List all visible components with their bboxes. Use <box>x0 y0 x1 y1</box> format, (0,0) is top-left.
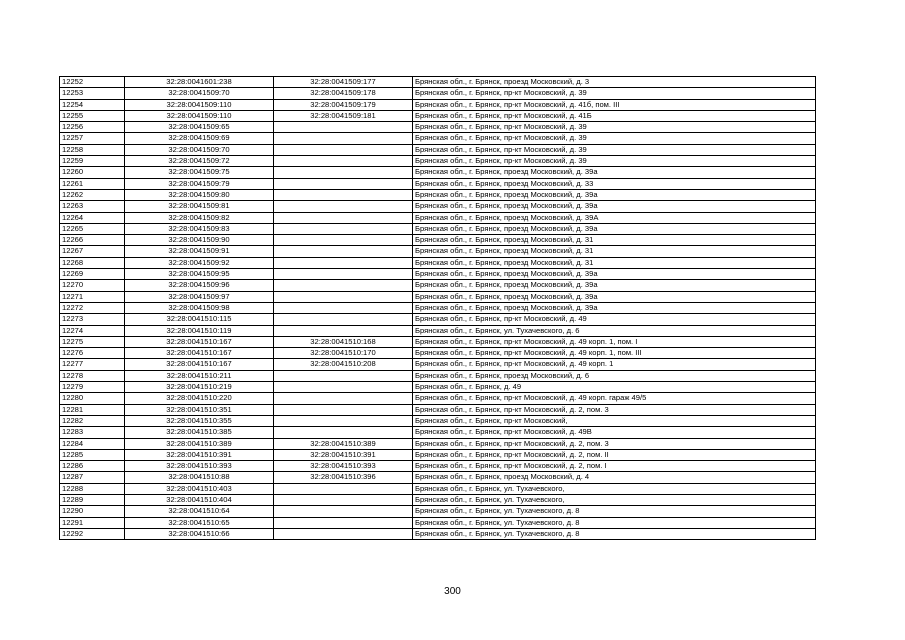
row-number-cell: 12261 <box>60 178 125 189</box>
cadastral-number-cell: 32:28:0041509:80 <box>125 189 274 200</box>
table-row <box>60 223 816 234</box>
related-cadastral-number-cell <box>274 483 413 494</box>
cadastral-number-cell: 32:28:0041509:96 <box>125 280 274 291</box>
address-cell: Брянская обл., г. Брянск, пр-кт Московский, д. 39 <box>413 133 816 144</box>
table-row <box>60 404 816 415</box>
related-cadastral-number-cell: 32:28:0041509:181 <box>274 110 413 121</box>
row-number-cell: 12254 <box>60 99 125 110</box>
address-cell: Брянская обл., г. Брянск, пр-кт Московский, д. 39 <box>413 122 816 133</box>
related-cadastral-number-cell <box>274 246 413 257</box>
cadastral-number-cell: 32:28:0041509:82 <box>125 212 274 223</box>
cadastral-number-cell: 32:28:0041510:355 <box>125 415 274 426</box>
related-cadastral-number-cell <box>274 517 413 528</box>
related-cadastral-number-cell <box>274 235 413 246</box>
row-number-cell: 12291 <box>60 517 125 528</box>
table-row <box>60 506 816 517</box>
cadastral-number-cell: 32:28:0041601:238 <box>125 77 274 88</box>
related-cadastral-number-cell: 32:28:0041510:168 <box>274 336 413 347</box>
cadastral-number-cell: 32:28:0041510:385 <box>125 427 274 438</box>
row-number-cell: 12276 <box>60 348 125 359</box>
row-number-cell: 12288 <box>60 483 125 494</box>
cadastral-number-cell: 32:28:0041510:389 <box>125 438 274 449</box>
cadastral-number-cell: 32:28:0041510:404 <box>125 494 274 505</box>
row-number-cell: 12267 <box>60 246 125 257</box>
row-number-cell: 12269 <box>60 269 125 280</box>
table-row <box>60 494 816 505</box>
table-row <box>60 415 816 426</box>
page-number: 300 <box>444 586 461 597</box>
address-cell: Брянская обл., г. Брянск, пр-кт Московский, <box>413 415 816 426</box>
row-number-cell: 12277 <box>60 359 125 370</box>
related-cadastral-number-cell <box>274 156 413 167</box>
address-cell: Брянская обл., г. Брянск, проезд Московский, д. 39А <box>413 212 816 223</box>
related-cadastral-number-cell <box>274 494 413 505</box>
cadastral-number-cell: 32:28:0041509:83 <box>125 223 274 234</box>
cadastral-number-cell: 32:28:0041509:90 <box>125 235 274 246</box>
related-cadastral-number-cell <box>274 212 413 223</box>
table-row <box>60 201 816 212</box>
row-number-cell: 12287 <box>60 472 125 483</box>
table-row <box>60 280 816 291</box>
address-cell: Брянская обл., г. Брянск, проезд Московский, д. 39а <box>413 167 816 178</box>
related-cadastral-number-cell <box>274 325 413 336</box>
cadastral-number-cell: 32:28:0041509:70 <box>125 88 274 99</box>
related-cadastral-number-cell: 32:28:0041510:208 <box>274 359 413 370</box>
address-cell: Брянская обл., г. Брянск, ул. Тухачевского, д. 8 <box>413 517 816 528</box>
related-cadastral-number-cell <box>274 269 413 280</box>
cadastral-number-cell: 32:28:0041510:211 <box>125 370 274 381</box>
cadastral-number-cell: 32:28:0041509:92 <box>125 257 274 268</box>
related-cadastral-number-cell <box>274 280 413 291</box>
table-row <box>60 314 816 325</box>
table-row <box>60 336 816 347</box>
related-cadastral-number-cell: 32:28:0041510:393 <box>274 461 413 472</box>
related-cadastral-number-cell <box>274 314 413 325</box>
cadastral-number-cell: 32:28:0041509:110 <box>125 110 274 121</box>
table-row <box>60 461 816 472</box>
cadastral-number-cell: 32:28:0041509:65 <box>125 122 274 133</box>
registry-table-body <box>60 77 816 540</box>
cadastral-number-cell: 32:28:0041510:115 <box>125 314 274 325</box>
cadastral-number-cell: 32:28:0041509:110 <box>125 99 274 110</box>
table-row <box>60 382 816 393</box>
related-cadastral-number-cell <box>274 382 413 393</box>
cadastral-number-cell: 32:28:0041509:72 <box>125 156 274 167</box>
row-number-cell: 12292 <box>60 528 125 539</box>
row-number-cell: 12262 <box>60 189 125 200</box>
row-number-cell: 12253 <box>60 88 125 99</box>
table-row <box>60 325 816 336</box>
table-row <box>60 189 816 200</box>
table-row <box>60 246 816 257</box>
cadastral-number-cell: 32:28:0041510:119 <box>125 325 274 336</box>
address-cell: Брянская обл., г. Брянск, пр-кт Московский, д. 2, пом. I <box>413 461 816 472</box>
address-cell: Брянская обл., г. Брянск, проезд Московский, д. 33 <box>413 178 816 189</box>
cadastral-number-cell: 32:28:0041509:69 <box>125 133 274 144</box>
related-cadastral-number-cell <box>274 122 413 133</box>
address-cell: Брянская обл., г. Брянск, д. 49 <box>413 382 816 393</box>
related-cadastral-number-cell: 32:28:0041510:170 <box>274 348 413 359</box>
address-cell: Брянская обл., г. Брянск, проезд Московский, д. 39а <box>413 189 816 200</box>
table-row <box>60 144 816 155</box>
address-cell: Брянская обл., г. Брянск, проезд Московский, д. 39а <box>413 280 816 291</box>
related-cadastral-number-cell <box>274 415 413 426</box>
related-cadastral-number-cell: 32:28:0041510:391 <box>274 449 413 460</box>
related-cadastral-number-cell: 32:28:0041509:178 <box>274 88 413 99</box>
table-row <box>60 472 816 483</box>
related-cadastral-number-cell <box>274 257 413 268</box>
table-row <box>60 133 816 144</box>
row-number-cell: 12280 <box>60 393 125 404</box>
table-row <box>60 156 816 167</box>
row-number-cell: 12281 <box>60 404 125 415</box>
address-cell: Брянская обл., г. Брянск, пр-кт Московский, д. 39 <box>413 144 816 155</box>
related-cadastral-number-cell <box>274 167 413 178</box>
address-cell: Брянская обл., г. Брянск, пр-кт Московский, д. 41б, пом. III <box>413 99 816 110</box>
row-number-cell: 12275 <box>60 336 125 347</box>
address-cell: Брянская обл., г. Брянск, пр-кт Московский, д. 2, пом. II <box>413 449 816 460</box>
cadastral-number-cell: 32:28:0041510:167 <box>125 348 274 359</box>
address-cell: Брянская обл., г. Брянск, проезд Московский, д. 39а <box>413 223 816 234</box>
address-cell: Брянская обл., г. Брянск, ул. Тухачевского, <box>413 483 816 494</box>
row-number-cell: 12258 <box>60 144 125 155</box>
related-cadastral-number-cell <box>274 201 413 212</box>
table-row <box>60 393 816 404</box>
table-row <box>60 122 816 133</box>
row-number-cell: 12289 <box>60 494 125 505</box>
cadastral-number-cell: 32:28:0041510:220 <box>125 393 274 404</box>
cadastral-number-cell: 32:28:0041510:167 <box>125 336 274 347</box>
table-row <box>60 235 816 246</box>
address-cell: Брянская обл., г. Брянск, проезд Московский, д. 39а <box>413 201 816 212</box>
row-number-cell: 12290 <box>60 506 125 517</box>
row-number-cell: 12274 <box>60 325 125 336</box>
related-cadastral-number-cell <box>274 178 413 189</box>
table-row <box>60 88 816 99</box>
address-cell: Брянская обл., г. Брянск, проезд Московский, д. 31 <box>413 246 816 257</box>
cadastral-number-cell: 32:28:0041509:91 <box>125 246 274 257</box>
cadastral-number-cell: 32:28:0041509:97 <box>125 291 274 302</box>
related-cadastral-number-cell: 32:28:0041509:177 <box>274 77 413 88</box>
row-number-cell: 12264 <box>60 212 125 223</box>
table-row <box>60 257 816 268</box>
row-number-cell: 12256 <box>60 122 125 133</box>
related-cadastral-number-cell <box>274 223 413 234</box>
row-number-cell: 12284 <box>60 438 125 449</box>
registry-table <box>59 76 816 540</box>
related-cadastral-number-cell <box>274 393 413 404</box>
row-number-cell: 12260 <box>60 167 125 178</box>
related-cadastral-number-cell <box>274 427 413 438</box>
cadastral-number-cell: 32:28:0041510:219 <box>125 382 274 393</box>
row-number-cell: 12252 <box>60 77 125 88</box>
address-cell: Брянская обл., г. Брянск, проезд Московский, д. 31 <box>413 257 816 268</box>
row-number-cell: 12285 <box>60 449 125 460</box>
cadastral-number-cell: 32:28:0041509:79 <box>125 178 274 189</box>
cadastral-number-cell: 32:28:0041510:64 <box>125 506 274 517</box>
cadastral-number-cell: 32:28:0041509:95 <box>125 269 274 280</box>
address-cell: Брянская обл., г. Брянск, пр-кт Московский, д. 39 <box>413 156 816 167</box>
related-cadastral-number-cell <box>274 370 413 381</box>
table-row <box>60 178 816 189</box>
row-number-cell: 12286 <box>60 461 125 472</box>
cadastral-number-cell: 32:28:0041510:351 <box>125 404 274 415</box>
cadastral-number-cell: 32:28:0041510:391 <box>125 449 274 460</box>
related-cadastral-number-cell: 32:28:0041510:396 <box>274 472 413 483</box>
row-number-cell: 12265 <box>60 223 125 234</box>
row-number-cell: 12255 <box>60 110 125 121</box>
related-cadastral-number-cell <box>274 302 413 313</box>
address-cell: Брянская обл., г. Брянск, проезд Московский, д. 39а <box>413 302 816 313</box>
table-row <box>60 99 816 110</box>
related-cadastral-number-cell: 32:28:0041510:389 <box>274 438 413 449</box>
address-cell: Брянская обл., г. Брянск, пр-кт Московский, д. 2, пом. 3 <box>413 438 816 449</box>
table-row <box>60 483 816 494</box>
cadastral-number-cell: 32:28:0041509:70 <box>125 144 274 155</box>
cadastral-number-cell: 32:28:0041510:403 <box>125 483 274 494</box>
row-number-cell: 12283 <box>60 427 125 438</box>
table-row <box>60 348 816 359</box>
address-cell: Брянская обл., г. Брянск, проезд Московский, д. 4 <box>413 472 816 483</box>
row-number-cell: 12268 <box>60 257 125 268</box>
address-cell: Брянская обл., г. Брянск, проезд Московский, д. 31 <box>413 235 816 246</box>
address-cell: Брянская обл., г. Брянск, пр-кт Московский, д. 2, пом. 3 <box>413 404 816 415</box>
address-cell: Брянская обл., г. Брянск, пр-кт Московский, д. 49 корп. гараж 49/5 <box>413 393 816 404</box>
row-number-cell: 12259 <box>60 156 125 167</box>
row-number-cell: 12273 <box>60 314 125 325</box>
related-cadastral-number-cell <box>274 133 413 144</box>
row-number-cell: 12270 <box>60 280 125 291</box>
row-number-cell: 12278 <box>60 370 125 381</box>
table-row <box>60 291 816 302</box>
cadastral-number-cell: 32:28:0041510:65 <box>125 517 274 528</box>
address-cell: Брянская обл., г. Брянск, проезд Московский, д. 3 <box>413 77 816 88</box>
row-number-cell: 12279 <box>60 382 125 393</box>
table-row <box>60 427 816 438</box>
table-row <box>60 302 816 313</box>
address-cell: Брянская обл., г. Брянск, пр-кт Московский, д. 49 корп. 1 <box>413 359 816 370</box>
cadastral-number-cell: 32:28:0041510:88 <box>125 472 274 483</box>
table-row <box>60 77 816 88</box>
row-number-cell: 12282 <box>60 415 125 426</box>
table-row <box>60 212 816 223</box>
row-number-cell: 12272 <box>60 302 125 313</box>
table-row <box>60 110 816 121</box>
table-row <box>60 449 816 460</box>
related-cadastral-number-cell: 32:28:0041509:179 <box>274 99 413 110</box>
row-number-cell: 12271 <box>60 291 125 302</box>
address-cell: Брянская обл., г. Брянск, проезд Московский, д. 39а <box>413 269 816 280</box>
related-cadastral-number-cell <box>274 189 413 200</box>
related-cadastral-number-cell <box>274 144 413 155</box>
address-cell: Брянская обл., г. Брянск, пр-кт Московский, д. 39 <box>413 88 816 99</box>
address-cell: Брянская обл., г. Брянск, ул. Тухачевского, д. 6 <box>413 325 816 336</box>
address-cell: Брянская обл., г. Брянск, пр-кт Московский, д. 49 <box>413 314 816 325</box>
address-cell: Брянская обл., г. Брянск, пр-кт Московский, д. 41Б <box>413 110 816 121</box>
cadastral-number-cell: 32:28:0041509:81 <box>125 201 274 212</box>
row-number-cell: 12266 <box>60 235 125 246</box>
table-row <box>60 269 816 280</box>
cadastral-number-cell: 32:28:0041510:167 <box>125 359 274 370</box>
table-row <box>60 528 816 539</box>
address-cell: Брянская обл., г. Брянск, проезд Московский, д. 6 <box>413 370 816 381</box>
address-cell: Брянская обл., г. Брянск, проезд Московский, д. 39а <box>413 291 816 302</box>
address-cell: Брянская обл., г. Брянск, пр-кт Московский, д. 49 корп. 1, пом. I <box>413 336 816 347</box>
row-number-cell: 12263 <box>60 201 125 212</box>
table-row <box>60 438 816 449</box>
cadastral-number-cell: 32:28:0041510:393 <box>125 461 274 472</box>
address-cell: Брянская обл., г. Брянск, ул. Тухачевского, д. 8 <box>413 528 816 539</box>
row-number-cell: 12257 <box>60 133 125 144</box>
table-row <box>60 359 816 370</box>
address-cell: Брянская обл., г. Брянск, ул. Тухачевского, д. 8 <box>413 506 816 517</box>
related-cadastral-number-cell <box>274 506 413 517</box>
table-row <box>60 370 816 381</box>
cadastral-number-cell: 32:28:0041509:98 <box>125 302 274 313</box>
address-cell: Брянская обл., г. Брянск, пр-кт Московский, д. 49 корп. 1, пом. III <box>413 348 816 359</box>
address-cell: Брянская обл., г. Брянск, ул. Тухачевского, <box>413 494 816 505</box>
cadastral-number-cell: 32:28:0041510:66 <box>125 528 274 539</box>
table-row <box>60 517 816 528</box>
address-cell: Брянская обл., г. Брянск, пр-кт Московский, д. 49В <box>413 427 816 438</box>
cadastral-number-cell: 32:28:0041509:75 <box>125 167 274 178</box>
related-cadastral-number-cell <box>274 528 413 539</box>
table-row <box>60 167 816 178</box>
related-cadastral-number-cell <box>274 291 413 302</box>
related-cadastral-number-cell <box>274 404 413 415</box>
